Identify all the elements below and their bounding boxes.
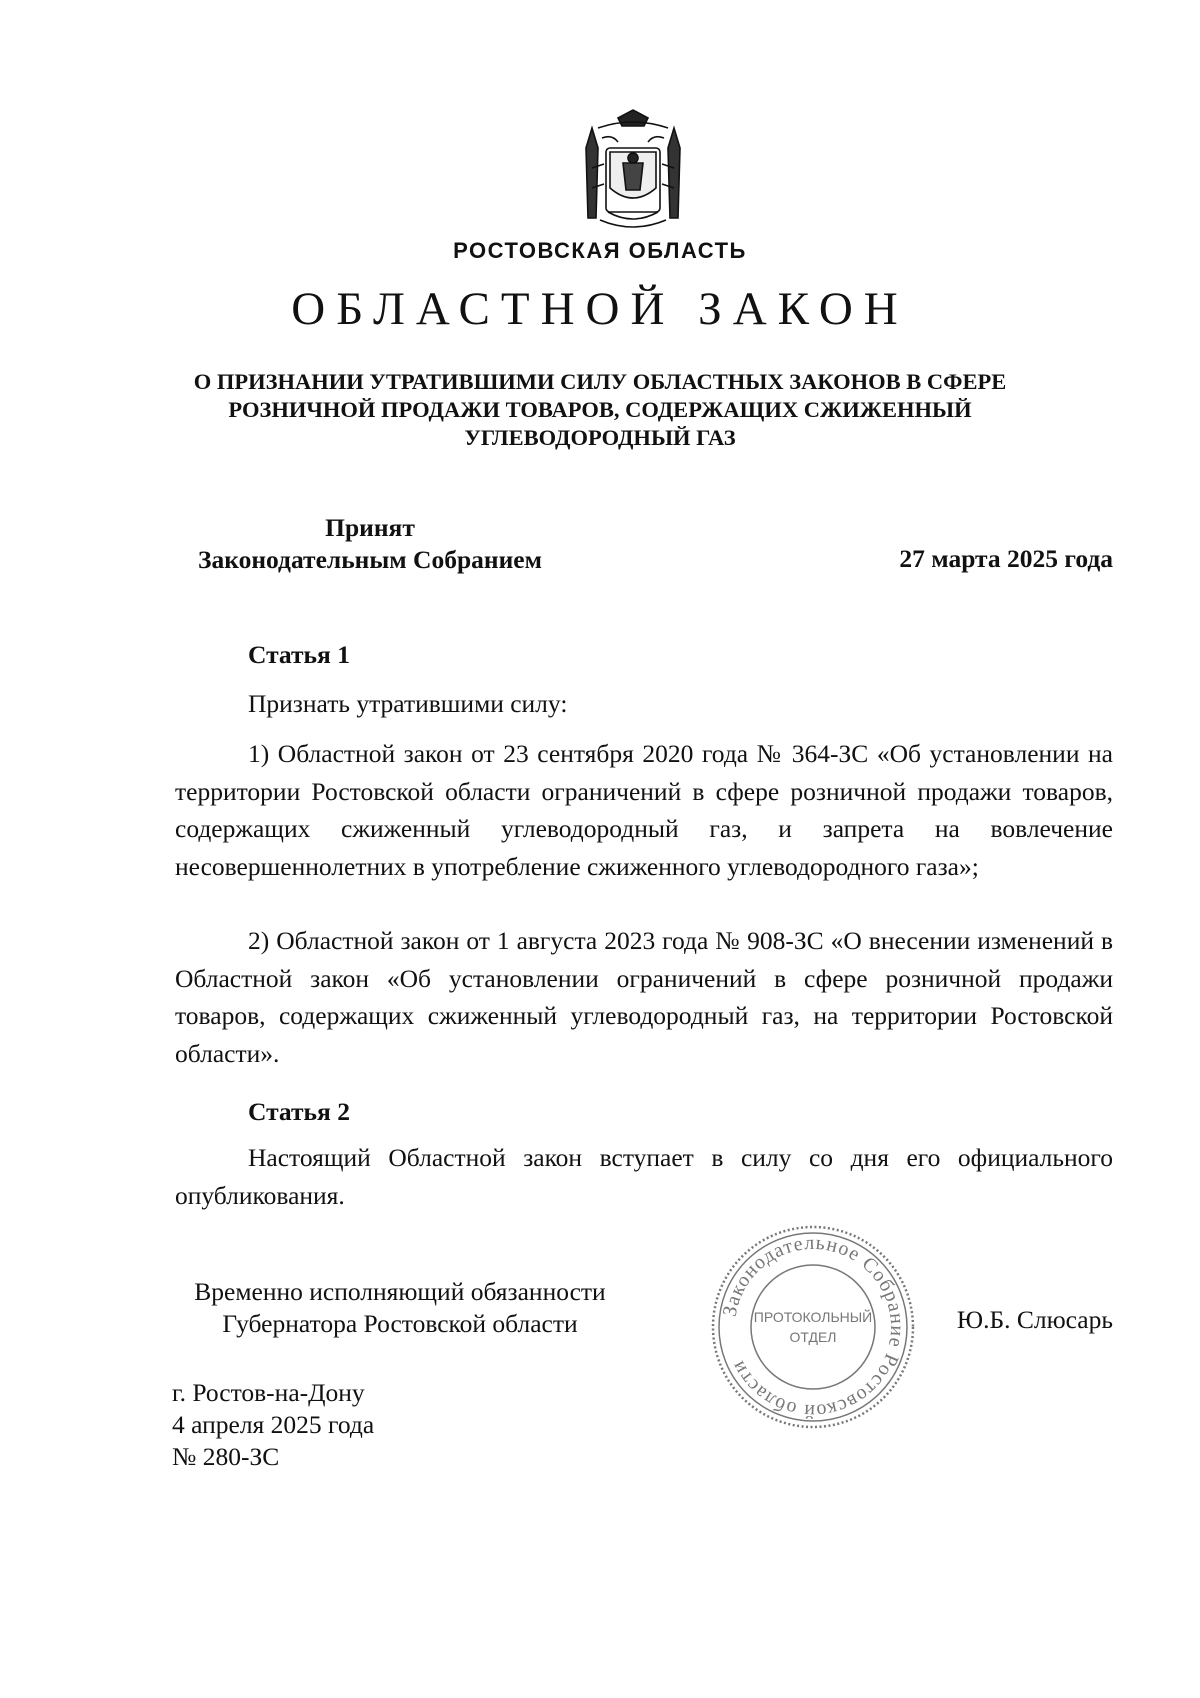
article-2-text: Настоящий Областной закон вступает в силу со дня его официального опубликования. — [175, 1143, 1113, 1210]
adoption-line: Принят — [325, 513, 415, 542]
signatory-position-line: Временно исполняющий обязанности — [194, 1277, 606, 1306]
official-stamp — [708, 1222, 918, 1432]
article-1-item-2: 2) Областной закон от 1 августа 2023 года № 908-ЗС «О внесении изменений в Областной закон «Об установлении ограничений в сфере розничной продажи товаров, содержащих сжиженный углеводородный газ, на территории Ростовской области». — [175, 926, 1113, 1068]
law-title-line: РОЗНИЧНОЙ ПРОДАЖИ ТОВАРОВ, СОДЕРЖАЩИХ СЖИЖЕННЫЙ — [228, 397, 972, 422]
law-title-line: УГЛЕВОДОРОДНЫЙ ГАЗ — [464, 425, 736, 450]
article-2-heading: Статья 2 — [248, 1097, 350, 1126]
adoption-body: Законодательным Собранием — [198, 545, 542, 574]
place-and-date — [172, 1377, 374, 1473]
signatory-position — [160, 1276, 640, 1340]
law-number: № 280-ЗС — [172, 1442, 280, 1471]
article-1-intro: Признать утратившими силу: — [248, 689, 568, 718]
article-1-heading: Статья 1 — [248, 640, 350, 669]
region-name: РОСТОВСКАЯ ОБЛАСТЬ — [453, 238, 747, 263]
signatory-name: Ю.Б. Слюсарь — [956, 1305, 1113, 1334]
stamp-center-line: ПРОТОКОЛЬНЫЙ — [753, 1309, 873, 1325]
law-title — [150, 368, 1050, 452]
coat-of-arms-emblem — [578, 108, 688, 238]
stamp-ring-text: Законодательное Собрание Ростовской области — [718, 1231, 909, 1423]
city: г. Ростов-на-Дону — [172, 1378, 365, 1407]
adoption-block — [160, 512, 580, 576]
stamp-center-line: ОТДЕЛ — [789, 1329, 837, 1345]
law-title-line: О ПРИЗНАНИИ УТРАТИВШИМИ СИЛУ ОБЛАСТНЫХ ЗАКОНОВ В СФЕРЕ — [193, 369, 1007, 394]
document-type: ОБЛАСТНОЙ ЗАКОН — [291, 283, 909, 335]
signatory-position-line: Губернатора Ростовской области — [222, 1309, 578, 1338]
svg-text:Законодательное Собрание Росто — [719, 1232, 908, 1422]
signing-date: 4 апреля 2025 года — [172, 1410, 375, 1439]
article-1-item-1: 1) Областной закон от 23 сентября 2020 года № 364-ЗС «Об установлении на территории Ростовской области ограничений в сфере розничной продажи товаров, содержащих сжиженный углеводородный газ, и запрета на вовлечение несовершеннолетних в употребление сжиженного углеводородного газа»; — [175, 739, 1113, 881]
adoption-date: 27 марта 2025 года — [899, 544, 1113, 573]
